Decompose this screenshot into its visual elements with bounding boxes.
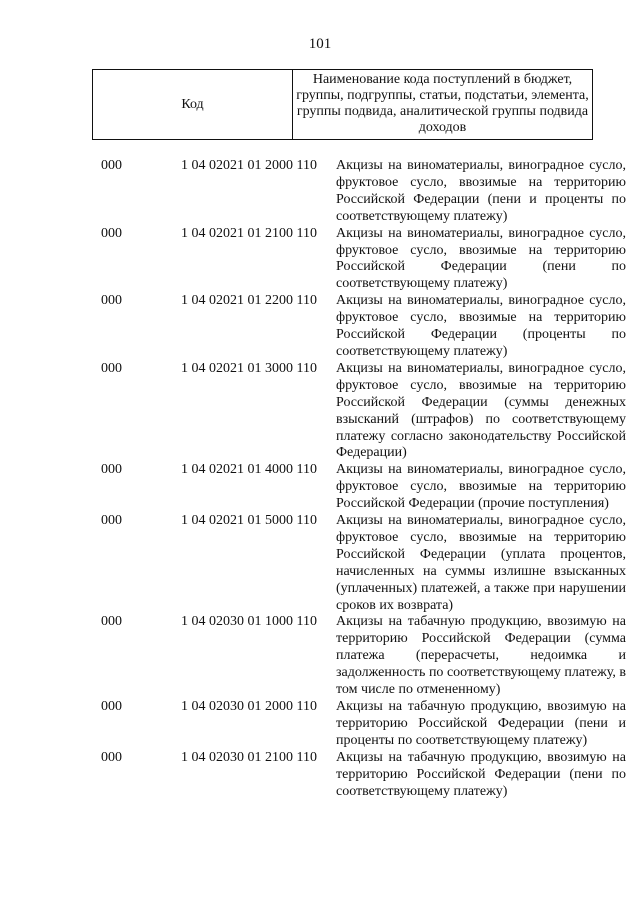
income-codes-list <box>0 158 640 800</box>
income-name: Акцизы на табачную продукцию, ввозимую на территорию Российской Федерации (пени по соответствующему платежу) <box>336 749 626 799</box>
admin-code: 000 <box>101 614 122 630</box>
table-row <box>0 158 640 226</box>
table-row <box>0 614 640 699</box>
table-row <box>0 462 640 513</box>
income-code: 1 04 02021 01 2100 110 <box>181 225 317 241</box>
admin-code: 000 <box>101 462 122 478</box>
income-code: 1 04 02021 01 5000 110 <box>181 513 317 529</box>
income-name: Акцизы на виноматериалы, виноградное сусло, фруктовое сусло, ввозимые на территорию Российской Федерации (уплата процентов, начисленных на суммы излишне взысканных (уплаченных) платежей, а также при нарушении сроков их возврата) <box>336 513 626 613</box>
admin-code: 000 <box>101 225 122 241</box>
table-header <box>92 69 593 140</box>
income-code: 1 04 02021 01 2000 110 <box>181 158 317 173</box>
table-row <box>0 513 640 614</box>
page-number: 101 <box>308 36 332 52</box>
table-row <box>0 293 640 361</box>
table-row <box>0 361 640 462</box>
admin-code: 000 <box>101 699 122 714</box>
income-code: 1 04 02021 01 3000 110 <box>181 360 317 376</box>
table-row <box>0 699 640 750</box>
income-name: Акцизы на виноматериалы, виноградное сусло, фруктовое сусло, ввозимые на территорию Российской Федерации (пени и проценты по соответствующему платежу) <box>336 158 626 224</box>
income-name: Акцизы на виноматериалы, виноградное сусло, фруктовое сусло, ввозимые на территорию Российской Федерации (пени по соответствующему платежу) <box>336 225 626 292</box>
income-name: Акцизы на табачную продукцию, ввозимую на территорию Российской Федерации (сумма платежа (перерасчеты, недоимка и задолженность по соответствующему платежу, в том числе по отмененному) <box>336 614 626 698</box>
admin-code: 000 <box>101 360 122 376</box>
income-code: 1 04 02030 01 2100 110 <box>181 749 317 765</box>
table-row <box>0 226 640 294</box>
income-name: Акцизы на табачную продукцию, ввозимую на территорию Российской Федерации (пени и проценты по соответствующему платежу) <box>336 699 626 748</box>
admin-code: 000 <box>101 158 122 173</box>
income-code: 1 04 02021 01 4000 110 <box>181 462 317 478</box>
admin-code: 000 <box>101 749 122 765</box>
table-row <box>0 750 640 801</box>
income-name: Акцизы на виноматериалы, виноградное сусло, фруктовое сусло, ввозимые на территорию Российской Федерации (суммы денежных взысканий (штрафов) по соответствующему платежу согласно законодательству Российской Федерации) <box>336 360 626 461</box>
income-code: 1 04 02030 01 2000 110 <box>181 699 317 714</box>
income-name: Акцизы на виноматериалы, виноградное сусло, фруктовое сусло, ввозимые на территорию Российской Федерации (прочие поступления) <box>336 462 626 512</box>
admin-code: 000 <box>101 293 122 309</box>
admin-code: 000 <box>101 513 122 529</box>
column-header-name: Наименование кода поступлений в бюджет, группы, подгруппы, статьи, подстатьи, элемента, группы подвида, аналитической группы подвида доходов <box>296 72 589 135</box>
income-code: 1 04 02021 01 2200 110 <box>181 293 317 309</box>
income-name: Акцизы на виноматериалы, виноградное сусло, фруктовое сусло, ввозимые на территорию Российской Федерации (проценты по соответствующему платежу) <box>336 293 626 359</box>
column-header-code: Код <box>93 70 293 139</box>
income-code: 1 04 02030 01 1000 110 <box>181 614 317 630</box>
